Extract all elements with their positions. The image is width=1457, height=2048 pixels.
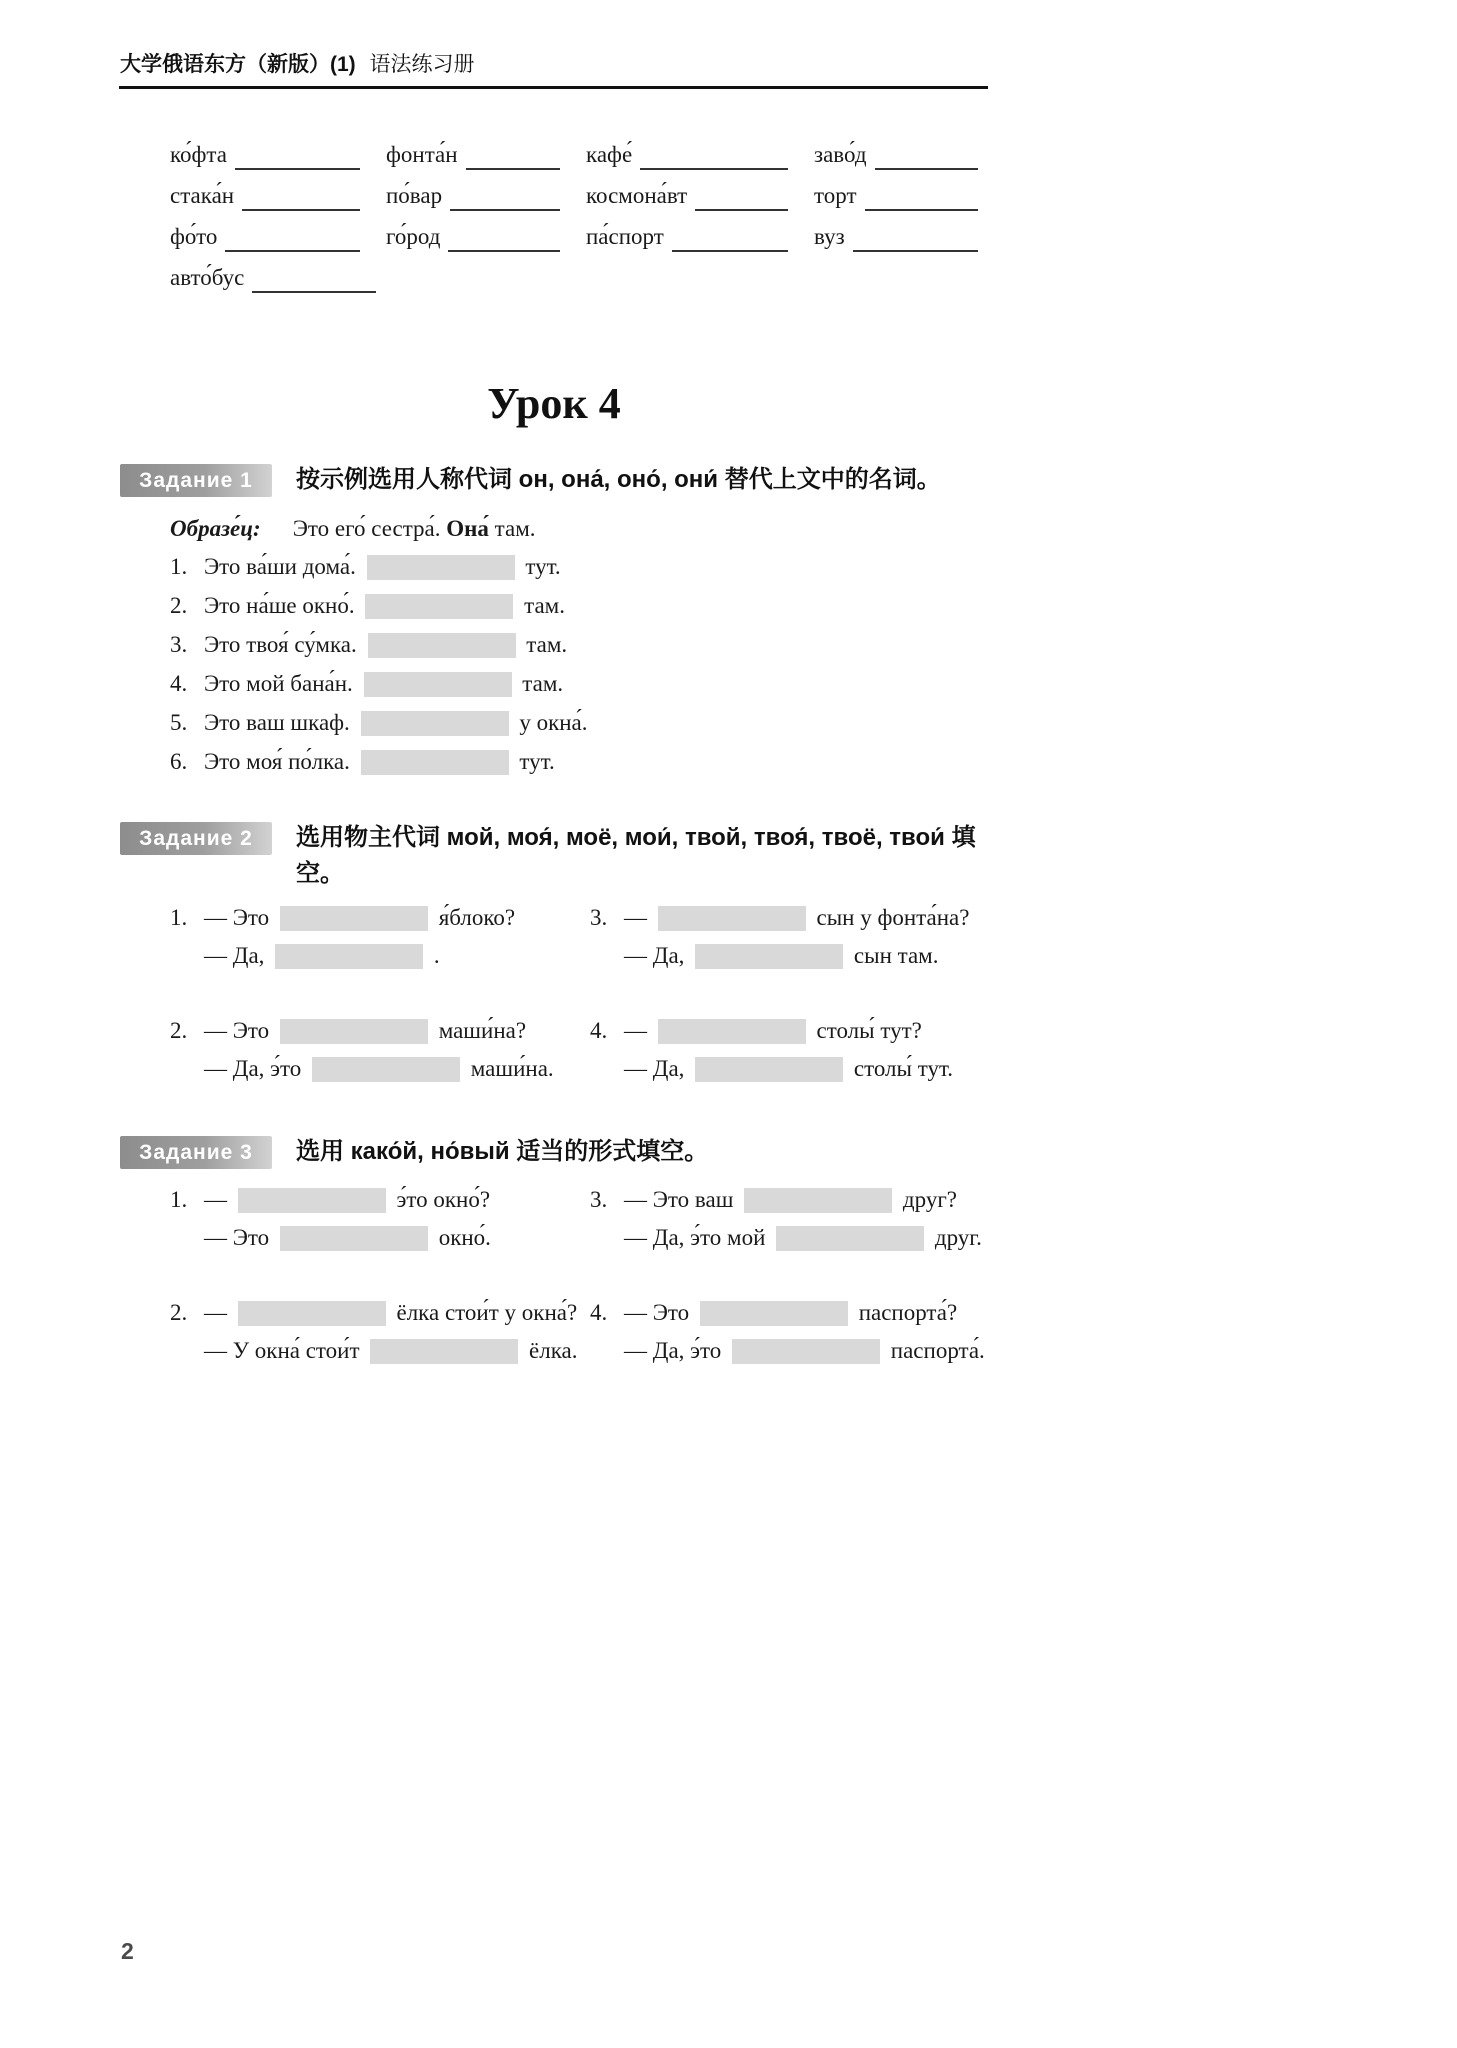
item-number: 4. xyxy=(170,671,188,696)
example-text-end: там. xyxy=(488,516,536,541)
dialog-text: маши́на. xyxy=(465,1056,554,1081)
exercise-item xyxy=(170,552,588,582)
task2-instruction: 选用物主代词 мой, моя́, моё, мои́, твой, твоя́, твоё, твои́ 填空。 xyxy=(296,824,976,887)
exercise-item xyxy=(170,1185,590,1261)
dialog-text: Это ваш шкаф. xyxy=(204,710,356,735)
exercise-item xyxy=(170,1016,590,1092)
exercise-item xyxy=(590,1016,969,1092)
item-number: 1. xyxy=(170,1187,188,1212)
dialog-text: Это моя́ по́лка. xyxy=(204,749,356,774)
item-line xyxy=(204,591,565,621)
item-number: 5. xyxy=(170,710,188,735)
answer-blank xyxy=(367,555,515,580)
answer-blank xyxy=(658,906,806,931)
exercise-item xyxy=(170,747,588,777)
dialog-text: — Да, э́то xyxy=(624,1338,728,1363)
item-line xyxy=(624,1185,982,1215)
exercise-item xyxy=(170,1298,590,1374)
item-number: 3. xyxy=(590,1187,608,1212)
dialog-text: — xyxy=(204,1300,233,1325)
answer-line xyxy=(242,187,360,211)
item-lines xyxy=(624,1185,982,1261)
answer-blank xyxy=(695,944,843,969)
answer-blank xyxy=(238,1301,386,1326)
word-entry xyxy=(386,222,586,252)
word-list-row xyxy=(170,181,988,211)
answer-blank xyxy=(732,1339,880,1364)
item-line xyxy=(624,1223,982,1253)
answer-blank xyxy=(280,1226,428,1251)
item-line xyxy=(624,941,969,971)
item-number: 4. xyxy=(590,1018,608,1043)
word-entry xyxy=(586,140,814,170)
dialog-text: э́то окно́? xyxy=(390,1187,491,1212)
word-entry xyxy=(586,222,814,252)
vocab-word: кафе́ xyxy=(586,142,633,167)
task2-items xyxy=(170,903,969,1129)
answer-blank xyxy=(370,1339,518,1364)
dialog-text: — Да, э́то xyxy=(204,1056,308,1081)
lesson-title: Урок 4 xyxy=(487,379,621,428)
task-column xyxy=(170,903,590,1129)
dialog-text: маши́на? xyxy=(432,1018,527,1043)
dialog-text: ёлка. xyxy=(523,1338,578,1363)
item-line xyxy=(204,630,567,660)
item-lines xyxy=(204,747,555,777)
word-entry xyxy=(814,222,988,252)
item-number: 4. xyxy=(590,1300,608,1325)
item-line xyxy=(204,1298,578,1328)
item-line xyxy=(204,1054,554,1084)
item-lines xyxy=(204,591,565,621)
answer-line xyxy=(875,146,978,170)
dialog-text: — Это xyxy=(204,905,275,930)
book-title: 大学俄语东方（新版）(1) xyxy=(120,53,356,76)
item-line xyxy=(204,1016,554,1046)
dialog-text: тут. xyxy=(519,554,561,579)
answer-line xyxy=(466,146,560,170)
dialog-text: — У окна́ стои́т xyxy=(204,1338,366,1363)
dialog-text: там. xyxy=(516,671,564,696)
task1-instruction: 按示例选用人称代词 он, она́, оно́, они́ 替代上文中的名词。 xyxy=(296,466,941,493)
answer-blank xyxy=(700,1301,848,1326)
item-lines xyxy=(204,903,515,979)
answer-line xyxy=(695,187,788,211)
item-number: 6. xyxy=(170,749,188,774)
answer-line xyxy=(450,187,560,211)
word-entry xyxy=(170,181,386,211)
word-entry xyxy=(170,263,386,293)
book-subtitle: 语法练习册 xyxy=(369,53,475,76)
answer-blank xyxy=(365,594,513,619)
task2-badge: Задание 2 xyxy=(120,822,272,855)
answer-line xyxy=(235,146,360,170)
dialog-text: — Это xyxy=(204,1225,275,1250)
word-entry xyxy=(814,140,988,170)
dialog-text: — Да, xyxy=(204,943,271,968)
word-entry xyxy=(586,181,814,211)
example-text: Это его́ сестра́. xyxy=(292,516,447,541)
dialog-text: — xyxy=(624,1018,653,1043)
task1-badge: Задание 1 xyxy=(120,464,272,497)
dialog-text: . xyxy=(428,943,440,968)
dialog-text: Это ва́ши дома́. xyxy=(204,554,362,579)
item-number: 1. xyxy=(170,905,188,930)
answer-blank xyxy=(364,672,512,697)
item-lines xyxy=(204,669,563,699)
exercise-item xyxy=(170,708,588,738)
vocab-word: заво́д xyxy=(814,142,867,167)
vocab-word: авто́бус xyxy=(170,265,245,290)
dialog-text: — Да, э́то мой xyxy=(624,1225,772,1250)
word-list xyxy=(170,140,988,304)
task1-items xyxy=(170,552,588,786)
item-lines xyxy=(624,1016,953,1092)
word-entry xyxy=(170,140,386,170)
exercise-item xyxy=(170,903,590,979)
example-answer: Она́ xyxy=(446,516,489,541)
item-line xyxy=(204,708,588,738)
item-lines xyxy=(204,1016,554,1092)
item-number: 2. xyxy=(170,1018,188,1043)
answer-blank xyxy=(361,750,509,775)
dialog-text: — xyxy=(204,1187,233,1212)
item-lines xyxy=(624,903,969,979)
dialog-text: паспорта́. xyxy=(885,1338,985,1363)
task-column xyxy=(590,903,969,1129)
item-number: 1. xyxy=(170,554,188,579)
answer-line xyxy=(672,228,788,252)
word-list-row xyxy=(170,263,988,293)
page-number: 2 xyxy=(121,1938,134,1964)
vocab-word: го́род xyxy=(386,224,441,249)
dialog-text: — Да, xyxy=(624,943,691,968)
dialog-text: — Это xyxy=(624,1300,695,1325)
task-column xyxy=(170,1185,590,1411)
answer-line xyxy=(448,228,560,252)
answer-blank xyxy=(280,906,428,931)
vocab-word: по́вар xyxy=(386,183,443,208)
item-line xyxy=(204,1336,578,1366)
dialog-text: друг. xyxy=(929,1225,982,1250)
word-list-row xyxy=(170,222,988,252)
dialog-text: Это на́ше окно́. xyxy=(204,593,361,618)
dialog-text: тут. xyxy=(513,749,555,774)
item-number: 2. xyxy=(170,593,188,618)
dialog-text: я́блоко? xyxy=(432,905,516,930)
answer-blank xyxy=(238,1188,386,1213)
task3-badge: Задание 3 xyxy=(120,1136,272,1169)
task-column xyxy=(170,552,588,786)
vocab-word: космона́вт xyxy=(586,183,688,208)
item-line xyxy=(624,903,969,933)
item-lines xyxy=(204,708,588,738)
item-line xyxy=(624,1336,985,1366)
exercise-item xyxy=(590,1298,985,1374)
dialog-text: столы́ тут. xyxy=(848,1056,954,1081)
word-list-row xyxy=(170,140,988,170)
dialog-text: — Это ваш xyxy=(624,1187,740,1212)
answer-blank xyxy=(695,1057,843,1082)
task-column xyxy=(590,1185,985,1411)
answer-blank xyxy=(361,711,509,736)
dialog-text: ёлка стои́т у окна́? xyxy=(390,1300,578,1325)
word-entry xyxy=(814,181,988,211)
vocab-word: па́спорт xyxy=(586,224,664,249)
vocab-word: стака́н xyxy=(170,183,235,208)
item-number: 2. xyxy=(170,1300,188,1325)
answer-blank xyxy=(658,1019,806,1044)
item-line xyxy=(204,1223,491,1253)
dialog-text: друг? xyxy=(897,1187,957,1212)
answer-line xyxy=(252,269,376,293)
answer-blank xyxy=(368,633,516,658)
answer-blank xyxy=(776,1226,924,1251)
word-entry xyxy=(170,222,386,252)
word-entry xyxy=(386,181,586,211)
item-lines xyxy=(204,1298,578,1374)
dialog-text: паспорта́? xyxy=(852,1300,958,1325)
dialog-text: окно́. xyxy=(432,1225,491,1250)
dialog-text: сын у фонта́на? xyxy=(810,905,970,930)
item-line xyxy=(624,1298,985,1328)
item-line xyxy=(204,903,515,933)
dialog-text: — Да, xyxy=(624,1056,691,1081)
dialog-text: — xyxy=(624,905,653,930)
item-lines xyxy=(624,1298,985,1374)
vocab-word: вуз xyxy=(814,224,845,249)
page-header xyxy=(120,48,475,78)
exercise-item xyxy=(170,669,588,699)
exercise-item xyxy=(170,591,588,621)
task3-instruction: 选用 како́й, но́вый 适当的形式填空。 xyxy=(296,1138,709,1165)
dialog-text: Это твоя́ су́мка. xyxy=(204,632,363,657)
dialog-text: там. xyxy=(520,632,568,657)
task3-items xyxy=(170,1185,985,1411)
dialog-text: Это мой бана́н. xyxy=(204,671,359,696)
vocab-word: торт xyxy=(814,183,857,208)
answer-line xyxy=(865,187,979,211)
answer-line xyxy=(225,228,360,252)
item-line xyxy=(624,1054,953,1084)
item-lines xyxy=(204,630,567,660)
word-entry xyxy=(386,140,586,170)
vocab-word: фонта́н xyxy=(386,142,458,167)
item-line xyxy=(204,552,561,582)
vocab-word: ко́фта xyxy=(170,142,227,167)
dialog-text: — Это xyxy=(204,1018,275,1043)
answer-blank xyxy=(312,1057,460,1082)
vocab-word: фо́то xyxy=(170,224,218,249)
dialog-text: столы́ тут? xyxy=(810,1018,922,1043)
answer-blank xyxy=(275,944,423,969)
item-line xyxy=(204,669,563,699)
dialog-text: там. xyxy=(518,593,565,618)
dialog-text: у окна́. xyxy=(513,710,588,735)
dialog-text: сын там. xyxy=(848,943,939,968)
item-line xyxy=(624,1016,953,1046)
item-number: 3. xyxy=(590,905,608,930)
item-line xyxy=(204,941,515,971)
item-number: 3. xyxy=(170,632,188,657)
exercise-item xyxy=(170,630,588,660)
example-label: Образе́ц: xyxy=(170,516,261,541)
task1-example xyxy=(170,514,536,544)
header-rule xyxy=(119,86,988,89)
answer-line xyxy=(640,146,788,170)
answer-blank xyxy=(280,1019,428,1044)
exercise-item xyxy=(590,1185,985,1261)
item-lines xyxy=(204,1185,491,1261)
exercise-item xyxy=(590,903,969,979)
answer-line xyxy=(853,228,978,252)
item-line xyxy=(204,747,555,777)
answer-blank xyxy=(744,1188,892,1213)
item-lines xyxy=(204,552,561,582)
item-line xyxy=(204,1185,491,1215)
